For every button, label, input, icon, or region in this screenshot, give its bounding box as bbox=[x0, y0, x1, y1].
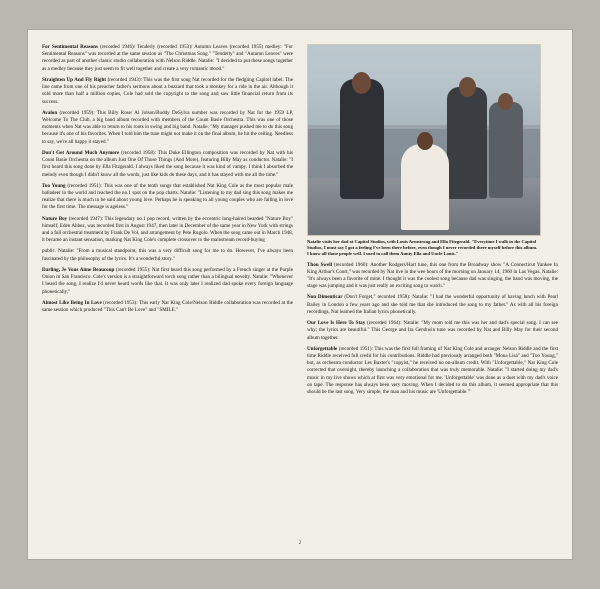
note-paragraph bbox=[42, 110, 293, 146]
note-title: Avalon bbox=[42, 109, 58, 116]
note-paragraph bbox=[307, 320, 558, 342]
note-body: (recorded 1947): This legendary no.1 pop record, written by the eccentric long-haired bearded "Nature Boy" himself, Eden Ahbez, was recorded first in August 1947, then later in December of the same year in New York with strings and a full orchestral treatment by Frank De Vol, and arrangement by Pete Rugolo. When the song came out in March 1948, it became an instant sensation, marking Nat King Cole's complete crossover to the mainstream record-buying bbox=[42, 215, 293, 244]
note-title: For Sentimental Reasons bbox=[42, 44, 98, 50]
note-body: (recorded 1955): Nat first heard this song performed by a French singer at the Purple Onion in San Francisco. Cole's version is a straightforward torch song rather than a bilingual novelty. Natalie: "Whenever I heard the song, I realize I'd never heard words like that. It was only later I realized dad spoke every foreign language phonetically." bbox=[42, 266, 293, 295]
note-body: (recorded 1960): Another Rodgers/Hart tune, this one from the Broadway show "A Connecticut Yankee In King Arthur's Court," was recorded by Nat live in the wee hours of the morning on January 14, 1960 in Las Vegas. Natalie: "It's always been a favorite of mine. I thought it was the coolest song because dad was singing, the band was moving, the stage was jumping and it was just really an exciting song to watch." bbox=[307, 261, 558, 290]
note-title: Thou Swell bbox=[307, 261, 333, 268]
note-paragraph bbox=[42, 183, 293, 212]
note-title: Our Love Is Here To Stay bbox=[307, 320, 366, 327]
text-columns bbox=[42, 44, 558, 512]
note-body: (recorded 1951): This was the first full framing of Nat King Cole and arranger Nelson Riddle and the first time Riddle received full credit for his contributions. Riddle had previously arranged both "Mona Lisa" and "Too Young," but, as orchestra conductor Les Baxter's "copyist," he received no on-album credit. With "Unforgettable," Nat King Cole corrected that oversight, thereby launching a collaboration that was truly memorable. Natalie: "I started doing my dad's music in my live shows which at first was very emotional for me. 'Unforgettable' was done as a duet with my dad's voice on tape. The response has always been very moving. When I decided to do this album, it seemed appropriate that this should be the last song. Very simple, the man and his music are 'Unforgettable.'" bbox=[307, 345, 558, 396]
note-body: (recorded 1951): This was one of the tenth songs that established Nat King Cole as the most popular male balladeer in the world and reached the no.1 spot on the pop charts. Natalie: "Listening to my dad sing this song makes me realize that there is much to be said about young love. Perhaps he is speaking to all young couples who are falling in love for the first time. The message is ageless." bbox=[42, 182, 293, 211]
note-paragraph bbox=[307, 346, 558, 397]
note-body: (Don't Forget," recorded 1958): Natalie: "I had the wonderful opportunity of having lunch with Pearl Bailey in London a few years ago and she told me that she introduced the song to my father." As with all his foreign recordings, Nat learned the Italian lyrics phonetically. bbox=[307, 294, 558, 315]
note-body: public. Natalie: "From a musical standpoint, this was a very difficult song for me to do. However, I've always been fascinated by the philosophy of the lyrics. It's a wonderful story." bbox=[42, 248, 293, 262]
note-paragraph bbox=[307, 294, 558, 316]
studio-photo bbox=[307, 44, 541, 236]
note-body: (recorded 1943): This was the first song Nat recorded for the fledgling Capitol label. The line came from one of his preacher father's sermons about a buzzard that took a monkey for a ride in the air. Although it sold more than half a million copies, Cole had sold the copyright to the song and saw little financial return from its success. bbox=[42, 76, 293, 105]
note-body: (recorded 1958): This Duke Ellington composition was recorded by Nat with his Count Basie Orchestra on the album Just One Of Those Things (And More), featuring Billy May as conductor. Natalie: "I first heard this song done by Ella Fitzgerald. I always liked the song because it was kind of vampy. I think I absorbed the melody even though I didn't know all the words, just like kids do these days, and it has stayed with me all the time." bbox=[42, 149, 294, 178]
note-paragraph bbox=[42, 267, 293, 296]
figure-caption: Natalie visits her dad at Capitol Studios, with Louis Armstrong and Ella Fitzgerald. "Everytime I walk in the Capitol Studios, I must say I got a feeling I've been there before, even though I never recorded there myself before this album. I know all those people well. I used to call them Aunty Ella and Uncle Louis." bbox=[307, 239, 538, 257]
note-title: Too Young bbox=[42, 182, 66, 189]
liner-notes-page bbox=[28, 30, 572, 559]
note-body: (recorded 1964): Natalie: "My mom told me this was her and dad's special song. I can see why; the lyrics are beautiful." This George and Ira Gershwin tune was recorded by Nat and Billy May for their second album together. bbox=[307, 320, 558, 341]
note-title: Unforgettable bbox=[307, 345, 338, 352]
note-paragraph bbox=[307, 262, 558, 291]
figure bbox=[307, 44, 539, 258]
note-body: (recorded 1959): This Billy Rose/ Al Jolson/Buddy DeSylva number was recorded by Nat for the 1959 LP, Welcome To The Club, a big band album recorded with members of the Count Basie Orchestra. This was one of those moments when Nat was able to return to his roots in swing and big band. Natalie: "My manager pushed me to do this song because it's one of his favorites. When I told him the tune might not make it on the final album, he hit the ceiling. Needless to say, we're all happy it stayed." bbox=[42, 109, 293, 145]
page-inner bbox=[42, 44, 558, 545]
note-paragraph bbox=[42, 150, 293, 179]
note-body: (recorded 1953): This early Nat King Cole/Nelson Riddle collaboration was recorded at the same session which produced "This Can't Be Love" and "SMILE." bbox=[42, 299, 293, 313]
note-paragraph bbox=[42, 300, 293, 314]
note-title: Nature Boy bbox=[42, 215, 68, 222]
note-title: Almost Like Being In Love bbox=[42, 299, 102, 306]
note-body: (recorded 1946)/ Tenderly (recorded 1953)/ Autumn Leaves (recorded 1955) medley: "For Sentimental Reasons" was recorded at the same session as "The Christmas Song." "Tenderly" and "Autumn Leaves" were recorded as part of another classic studio collaboration with Nelson Riddle. Natalie: "I decided to put these songs together as a medley because they just seem to fit well together and create a very romantic mood." bbox=[42, 44, 293, 72]
note-title: Darling, Je Vous Aime Beaucoup bbox=[42, 266, 115, 273]
note-paragraph bbox=[42, 248, 293, 262]
note-paragraph bbox=[42, 77, 293, 106]
note-paragraph bbox=[42, 216, 293, 245]
note-title: Non Dimenticar bbox=[307, 294, 343, 301]
note-title: Don't Get Around Much Anymore bbox=[42, 149, 120, 156]
page-number: 2 bbox=[298, 541, 302, 546]
note-title: Straighten Up And Fly Right bbox=[42, 76, 107, 83]
note-paragraph bbox=[42, 44, 293, 73]
